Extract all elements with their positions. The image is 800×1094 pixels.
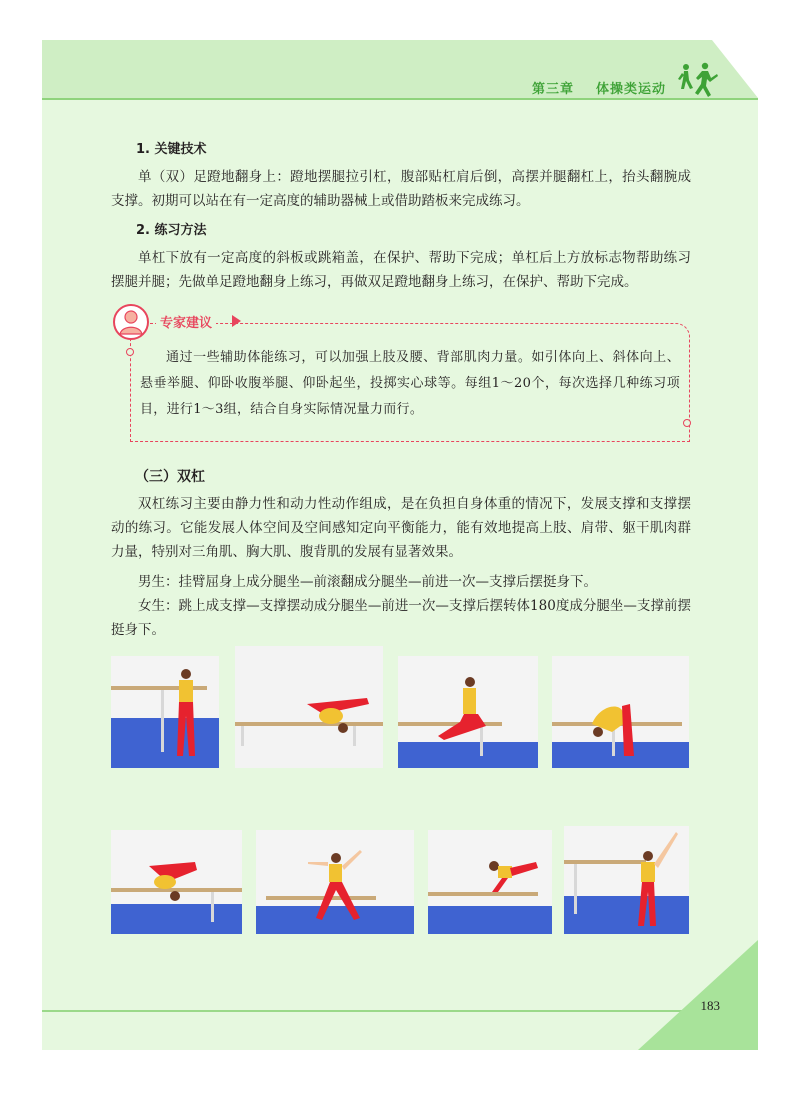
section-title: （三）双杠 xyxy=(135,469,205,485)
paragraph-female: 女生：跳上成支撑—支撑摆动成分腿坐—前进一次—支撑后摆转体180度成分腿坐—支撑前摆挺身下。 xyxy=(111,598,691,638)
paragraph-male: 男生：挂臂屈身上成分腿坐—前滚翻成分腿坐—前进一次—支撑后摆挺身下。 xyxy=(138,574,597,590)
paragraph-practice-method: 单杠下放有一定高度的斜板或跳箱盖，在保护、帮助下完成；单杠后上方放标志物帮助练习摆腿并腿；先做单足蹬地翻身上练习，再做双足蹬地翻身上练习，在保护、帮助下完成。 xyxy=(111,250,691,290)
gymnastics-photo xyxy=(235,646,383,768)
gymnastics-photo xyxy=(111,656,219,768)
running-figures-icon xyxy=(676,62,718,102)
header-line xyxy=(42,98,758,100)
expert-title: 专家建议 xyxy=(156,312,216,331)
heading-practice-method: 2. 练习方法 xyxy=(136,223,207,238)
paragraph-parallel-bars: 双杠练习主要由静力性和动力性动作组成，是在负担自身体重的情况下，发展支撑和支撑摆动的练习。它能发展人体空间及空间感知定向平衡能力，能有效地提高上肢、肩带、躯干肌肉群力量，特别对三角肌、胸大肌、腹背肌的发展有显著效果。 xyxy=(111,496,691,560)
dot-marker xyxy=(683,419,691,427)
page-number: 183 xyxy=(700,998,720,1013)
chapter-number: 第三章 xyxy=(531,82,574,97)
section-key-technique xyxy=(111,138,691,300)
gymnastics-photo xyxy=(256,830,414,934)
footer-corner xyxy=(638,940,758,1050)
expert-text: 通过一些辅助体能练习，可以加强上肢及腰、背部肌肉力量。如引体向上、斜体向上、悬垂举腿、仰卧收腹举腿、仰卧起坐，投掷实心球等。每组1～20个，每次选择几种练习项目，进行1～3组，结合自身实际情况量力而行。 xyxy=(140,350,680,417)
section-parallel-bars xyxy=(111,466,691,648)
gymnastics-photo xyxy=(428,830,552,934)
gymnastics-photo xyxy=(398,656,538,768)
header-corner xyxy=(712,40,758,98)
expert-advice-box xyxy=(126,303,692,441)
gymnastics-photo xyxy=(564,826,689,934)
chapter-title: 体操类运动 xyxy=(595,82,666,97)
chapter-label xyxy=(532,78,666,97)
expert-avatar-icon xyxy=(112,303,150,341)
gymnastics-photo xyxy=(111,830,242,934)
gymnastics-photo xyxy=(552,656,689,768)
heading-key-technique: 1. 关键技术 xyxy=(136,142,207,157)
expert-arrow-icon xyxy=(232,315,241,327)
dot-marker xyxy=(126,348,134,356)
paragraph-key-technique: 单（双）足蹬地翻身上：蹬地摆腿拉引杠，腹部贴杠肩后倒，高摆并腿翻杠上，抬头翻腕成支撑。初期可以站在有一定高度的辅助器械上或借助踏板来完成练习。 xyxy=(111,169,691,209)
